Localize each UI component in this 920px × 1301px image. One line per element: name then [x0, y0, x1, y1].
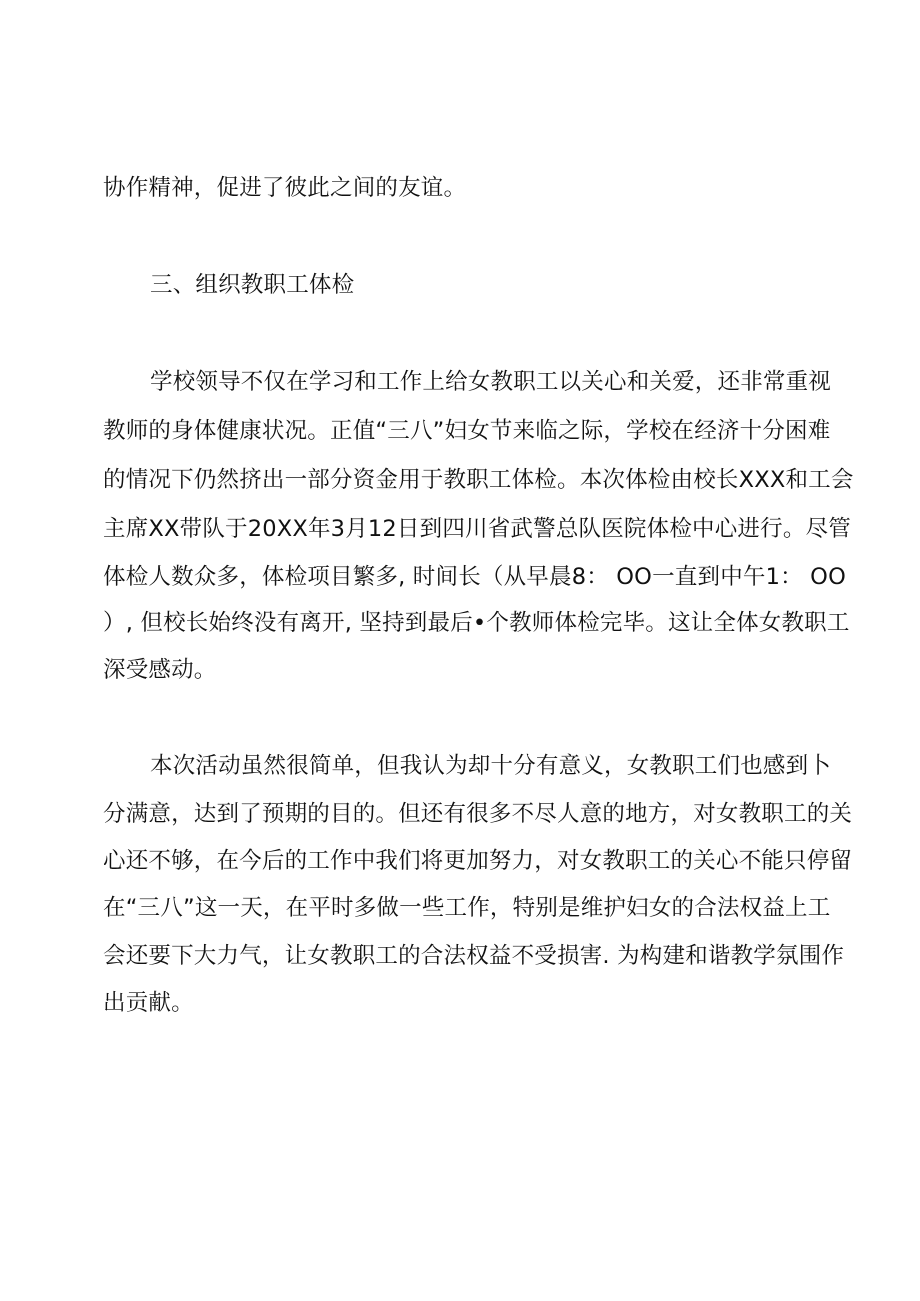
paragraph-line: 学校领导不仅在学习和工作上给女教职工以关心和关爱，还非常重视: [150, 369, 832, 395]
paragraph-line: 本次活动虽然很简单，但我认为却十分有意义，女教职工们也感到卜: [150, 753, 832, 779]
paragraph-line: 深受感动。: [103, 657, 217, 683]
paragraph-line: 在“三八”这一天，在平时多做一些工作，特别是维护妇女的合法权益上工: [103, 895, 831, 921]
paragraph-line: 主席XX带队于20XX年3月12日到四川省武警总队医院体检中心进行。尽管: [103, 516, 851, 542]
paragraph-line: ）, 但校长始终没有离开, 坚持到最后•个教师体检完毕。这让全体女教职工: [103, 610, 850, 636]
paragraph-line: 出贡献。: [103, 990, 194, 1016]
paragraph-line: 会还要下大力气，让女教职工的合法权益不受损害. 为构建和谐教学氛围作: [103, 943, 845, 969]
paragraph-line: 教师的身体健康状况。正值“三八”妇女节来临之际，学校在经济十分困难: [103, 418, 831, 444]
continuation-line: 协作精神，促进了彼此之间的友谊。: [103, 175, 467, 201]
paragraph-line: 分满意，达到了预期的目的。但还有很多不尽人意的地方，对女教职工的关: [103, 801, 853, 827]
section-heading: 三、组织教职工体检: [150, 272, 355, 298]
paragraph-line: 的情况下仍然挤出一部分资金用于教职工体检。本次体检由校长XXX和工会: [103, 467, 854, 493]
paragraph-line: 体检人数众多，体检项目繁多, 时间长（从早晨8： OO一直到中午1： OO: [103, 564, 846, 590]
paragraph-line: 心还不够，在今后的工作中我们将更加努力，对女教职工的关心不能只停留: [103, 848, 853, 874]
